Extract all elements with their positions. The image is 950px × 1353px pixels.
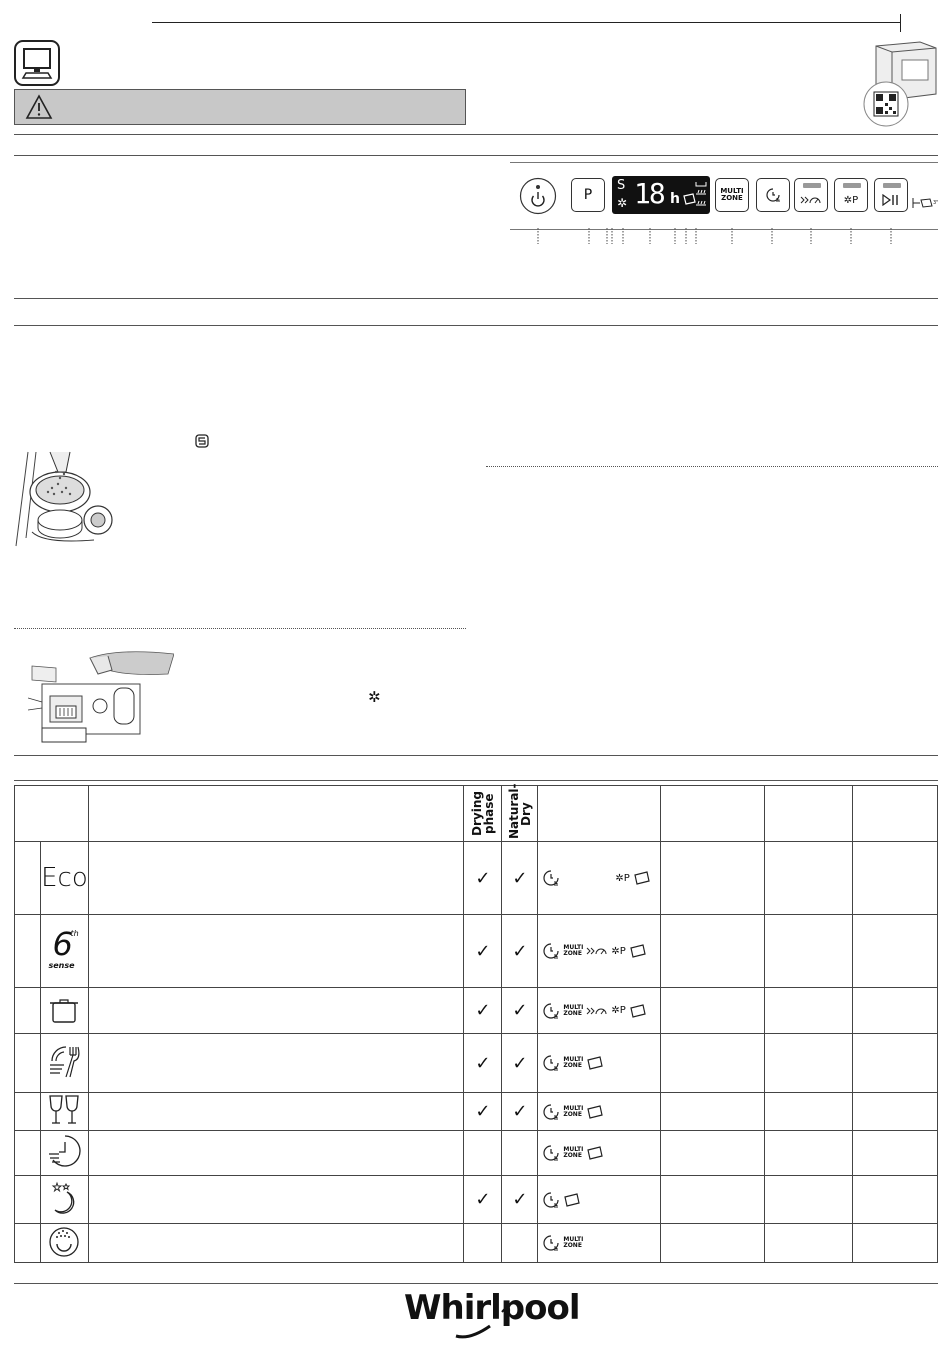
row-number-cell — [15, 1131, 41, 1176]
turbo-icon — [586, 1006, 608, 1016]
data-cell — [765, 842, 853, 915]
sixth-sense-icon — [44, 925, 84, 973]
start-pause-button[interactable] — [874, 178, 908, 212]
program-description-cell — [88, 842, 463, 915]
drying-cell — [464, 1224, 502, 1263]
natural-dry-cell: ✓ — [502, 842, 538, 915]
data-cell — [765, 915, 853, 988]
data-cell — [853, 1131, 938, 1176]
data-cell — [661, 1176, 765, 1224]
data-cell — [853, 1034, 938, 1093]
options-cell — [538, 988, 661, 1034]
section-rule — [14, 155, 938, 156]
multizone-button[interactable] — [715, 178, 749, 212]
data-cell — [661, 1034, 765, 1093]
turbo-icon — [800, 195, 822, 205]
delay-icon — [542, 869, 560, 887]
data-cell — [765, 988, 853, 1034]
delay-start-button[interactable] — [756, 178, 790, 212]
natural-dry-cell: ✓ — [502, 1176, 538, 1224]
multizone-icon: MULTI ZONE — [563, 1104, 584, 1118]
delay-icon — [542, 1234, 560, 1252]
data-cell — [853, 842, 938, 915]
table-header-row — [15, 786, 938, 842]
data-cell — [765, 1034, 853, 1093]
table-row — [15, 1131, 938, 1176]
power-button[interactable] — [519, 177, 557, 215]
row-number-cell — [15, 915, 41, 988]
rinse-aid-p-icon: ✲P — [615, 872, 630, 884]
section-rule — [14, 325, 938, 326]
header-cell — [661, 786, 765, 842]
multizone-label: MULTI ZONE — [720, 187, 744, 202]
drying-cell — [464, 1131, 502, 1176]
rinse-aid-p-icon: ✲P — [611, 1005, 626, 1016]
delay-icon — [542, 1103, 560, 1121]
tablet-icon — [633, 871, 651, 885]
warning-triangle-icon — [25, 94, 53, 120]
night-icon — [47, 1180, 81, 1216]
delay-icon — [542, 1144, 560, 1162]
top-rule-end — [900, 14, 901, 32]
table-row — [15, 1034, 938, 1093]
table-row — [15, 988, 938, 1034]
program-description-cell — [88, 1131, 463, 1176]
callout-lines — [510, 228, 938, 246]
table-row — [15, 915, 938, 988]
program-icon-cell — [40, 915, 88, 988]
tablet-icon — [629, 1004, 647, 1018]
program-label: P — [583, 187, 593, 203]
data-cell — [853, 1093, 938, 1131]
options-cell — [538, 1224, 661, 1263]
row-number-cell — [15, 1093, 41, 1131]
natural-dry-cell: ✓ — [502, 1093, 538, 1131]
turbo-button[interactable] — [794, 178, 828, 212]
salt-symbol — [194, 433, 210, 449]
header-drying — [464, 786, 502, 842]
rinse-aid-indicator-icon: ✲ — [617, 196, 628, 210]
options-cell — [538, 915, 661, 988]
section-rule — [14, 134, 938, 135]
rinse-aid-p-button[interactable] — [834, 178, 868, 212]
options-icons — [538, 1144, 660, 1162]
header-drying-label: Drying phase — [469, 791, 496, 836]
options-icons — [538, 869, 660, 887]
tablet-icon — [586, 1146, 604, 1160]
plates-cutlery-icon — [48, 1043, 80, 1079]
data-cell — [661, 1224, 765, 1263]
drying-cell: ✓ — [464, 1034, 502, 1093]
row-number-cell — [15, 988, 41, 1034]
drying-cell: ✓ — [464, 1176, 502, 1224]
delay-icon — [542, 1054, 560, 1072]
row-number-cell — [15, 1176, 41, 1224]
delay-icon — [542, 1002, 560, 1020]
tablet-icon — [563, 1193, 581, 1207]
salt-refill-illustration — [14, 448, 118, 548]
sixth-sense-big: 6 — [52, 925, 73, 963]
door-open-icon — [912, 196, 938, 210]
program-description-cell — [88, 1176, 463, 1224]
header-cell — [15, 786, 89, 842]
svg-text:3": 3" — [933, 200, 938, 206]
program-table — [14, 782, 938, 1263]
program-icon-cell — [40, 1093, 88, 1131]
options-icons — [538, 1103, 660, 1121]
data-cell — [765, 1131, 853, 1176]
display-digits: 18 — [634, 177, 664, 210]
salt-indicator: S — [617, 178, 626, 193]
drying-cell: ✓ — [464, 915, 502, 988]
rinse-aid-symbol: ✲ — [368, 688, 381, 706]
header-cell — [765, 786, 853, 842]
data-cell — [765, 1224, 853, 1263]
program-description-cell — [88, 988, 463, 1034]
sixth-sense-sup: th — [70, 929, 79, 938]
rinse-aid-p-icon: ✲P — [843, 194, 859, 206]
natural-dry-cell — [502, 1131, 538, 1176]
program-icon-cell — [40, 1176, 88, 1224]
sixth-sense-small: sense — [48, 961, 75, 970]
table-row — [15, 1093, 938, 1131]
whirlpool-logo — [404, 1288, 580, 1336]
dotted-divider — [14, 628, 466, 629]
warning-banner — [14, 89, 466, 125]
program-button[interactable] — [571, 178, 605, 212]
header-natural-label: Natural-Dry — [506, 782, 533, 839]
data-cell — [853, 1176, 938, 1224]
multizone-icon: MULTI ZONE — [563, 1146, 584, 1159]
delay-icon — [765, 187, 781, 203]
options-cell — [538, 1034, 661, 1093]
natural-dry-cell — [502, 1224, 538, 1263]
tablet-icon — [586, 1105, 604, 1119]
multizone-icon: MULTI ZONE — [563, 944, 584, 957]
program-icon-cell — [40, 842, 88, 915]
pot-icon — [49, 994, 79, 1024]
section-rule — [14, 298, 938, 299]
options-cell — [538, 1093, 661, 1131]
options-cell — [538, 1131, 661, 1176]
tablet-icon — [586, 1056, 604, 1070]
options-icons — [538, 942, 660, 960]
row-number-cell — [15, 1224, 41, 1263]
program-icon-cell — [40, 1034, 88, 1093]
dishwasher-qr-illustration — [858, 38, 940, 128]
data-cell — [661, 915, 765, 988]
multizone-icon: MULTI ZONE — [563, 1056, 584, 1069]
monitor-icon — [14, 40, 60, 86]
clock-fast-icon — [47, 1134, 81, 1168]
zone-indicators-icon — [694, 180, 708, 210]
header-natural — [502, 782, 538, 842]
table-row — [15, 1224, 938, 1263]
options-icons — [538, 1191, 660, 1209]
header-cell — [853, 786, 938, 842]
delay-icon — [542, 1191, 560, 1209]
data-cell — [853, 915, 938, 988]
section-rule — [14, 755, 938, 756]
rinse-aid-p-icon: ✲P — [611, 945, 626, 957]
eco-label: Eco — [41, 863, 88, 893]
row-number-cell — [15, 1034, 41, 1093]
table-row — [15, 842, 938, 915]
glasses-icon — [47, 1094, 81, 1126]
options-icons — [538, 1054, 660, 1072]
data-cell — [661, 1093, 765, 1131]
data-cell — [661, 842, 765, 915]
drying-cell: ✓ — [464, 988, 502, 1034]
drying-cell: ✓ — [464, 1093, 502, 1131]
program-icon-cell — [40, 1224, 88, 1263]
data-cell — [765, 1176, 853, 1224]
turbo-icon — [586, 946, 608, 956]
options-icons — [538, 1234, 660, 1252]
table-row — [15, 1176, 938, 1224]
play-pause-icon — [882, 194, 900, 206]
qr-code-icon — [874, 92, 898, 116]
top-rule — [152, 22, 900, 23]
data-cell — [853, 1224, 938, 1263]
natural-dry-cell: ✓ — [502, 1034, 538, 1093]
multizone-icon: MULTI ZONE — [563, 1236, 584, 1249]
section-rule — [14, 780, 938, 781]
header-cell — [538, 786, 661, 842]
display-hours: h — [670, 191, 680, 207]
tablet-icon — [629, 944, 647, 958]
data-cell — [661, 1131, 765, 1176]
program-description-cell — [88, 1034, 463, 1093]
display — [612, 176, 710, 214]
data-cell — [661, 988, 765, 1034]
options-icons — [538, 1002, 660, 1020]
data-cell — [765, 1093, 853, 1131]
program-description-cell — [88, 1224, 463, 1263]
data-cell — [853, 988, 938, 1034]
self-clean-icon — [47, 1224, 81, 1258]
program-icon-cell — [40, 988, 88, 1034]
delay-icon — [542, 942, 560, 960]
dotted-divider — [486, 466, 938, 467]
program-description-cell — [88, 1093, 463, 1131]
program-description-cell — [88, 915, 463, 988]
brand-logo-text: Whirlpool — [404, 1288, 580, 1328]
footer-rule — [14, 1283, 938, 1284]
drying-cell: ✓ — [464, 842, 502, 915]
header-cell — [88, 786, 463, 842]
row-number-cell — [15, 842, 41, 915]
program-icon-cell — [40, 1131, 88, 1176]
multizone-icon: MULTI ZONE — [563, 1003, 584, 1017]
options-cell — [538, 842, 661, 915]
natural-dry-cell: ✓ — [502, 915, 538, 988]
natural-dry-cell: ✓ — [502, 988, 538, 1034]
rinse-aid-illustration — [28, 648, 174, 744]
options-cell — [538, 1176, 661, 1224]
